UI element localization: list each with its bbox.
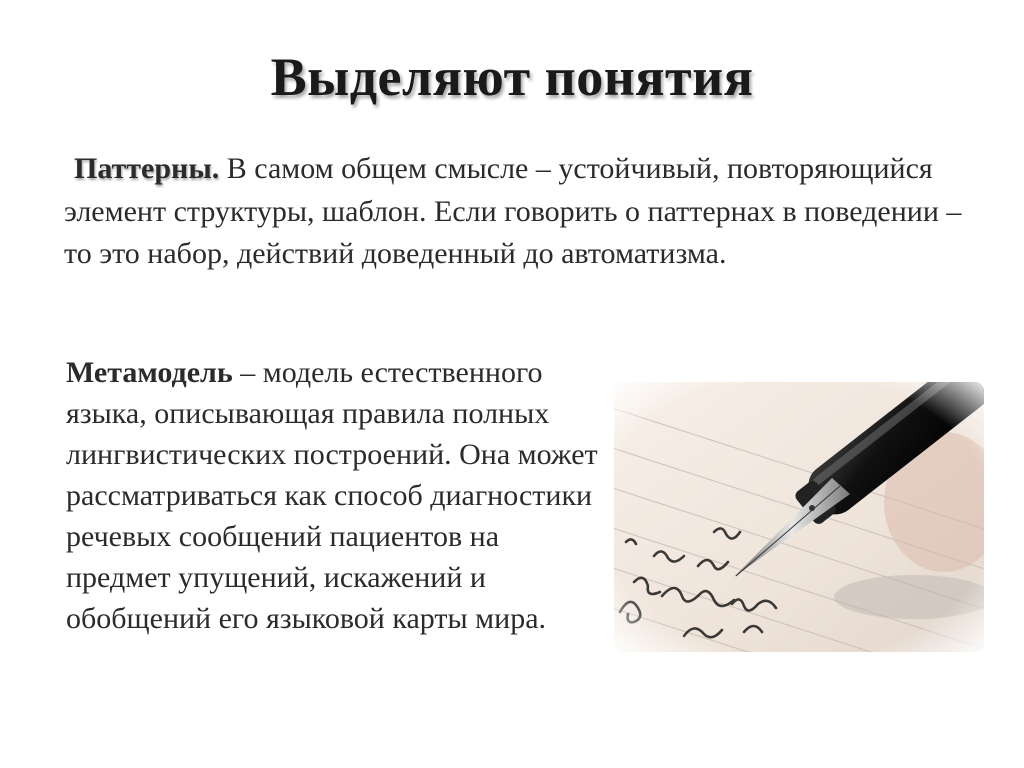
metamodel-term: Метамодель [66, 356, 233, 389]
fountain-pen-photo [614, 382, 984, 652]
metamodel-paragraph [66, 352, 606, 639]
patterns-term: Паттерны. [74, 152, 220, 185]
patterns-definition: В самом общем смысле – устойчивый, повторяющийся элемент структуры, шаблон. Если говорить о паттернах в поведении – то это набор, действий доведенный до автоматизма. [64, 152, 962, 270]
slide-title: Выделяют понятия [270, 47, 754, 107]
patterns-paragraph [64, 148, 964, 276]
fountain-pen-icon [614, 382, 984, 652]
metamodel-definition: – модель естественного языка, описывающая правила полных лингвистических построений. Она может рассматриваться как способ диагностики речевых сообщений пациентов на предмет упущений, искажений и обобщений его языковой карты мира. [66, 356, 598, 635]
